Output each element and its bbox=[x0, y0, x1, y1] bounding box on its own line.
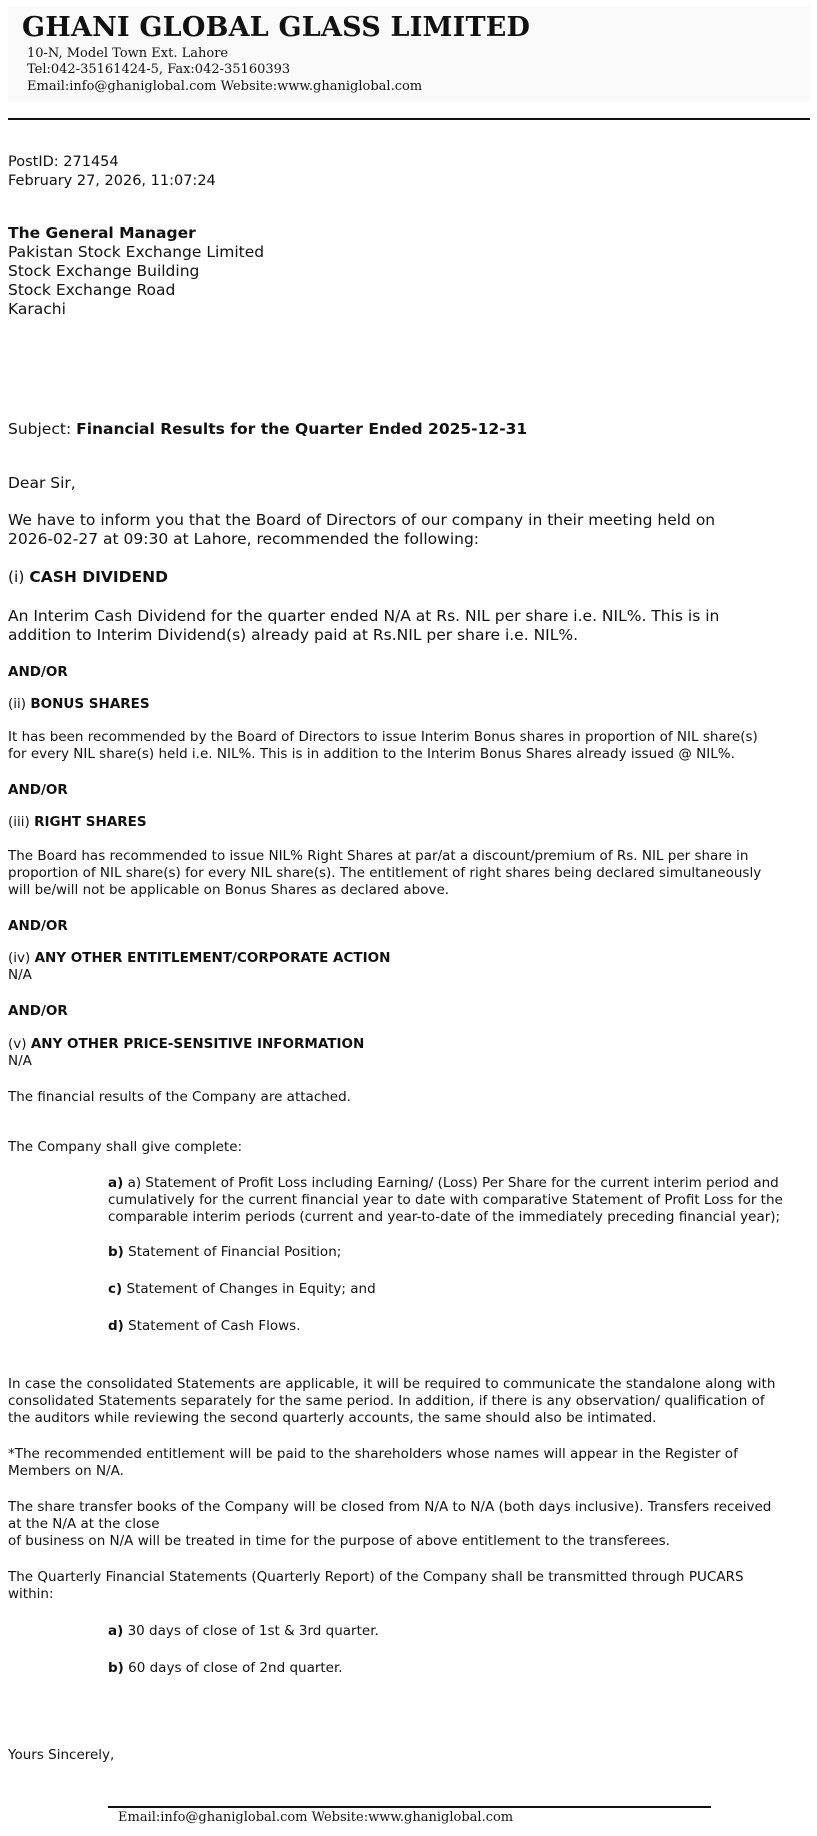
list-text: cumulatively for the current financial year to date with comparative Statement of Profit Loss for the bbox=[108, 1192, 783, 1208]
and-or-label: AND/OR bbox=[8, 1003, 68, 1019]
transfer-books-text: The share transfer books of the Company will be closed from N/A to N/A (both days inclusive). Transfers received bbox=[8, 1499, 772, 1515]
right-shares-text: proportion of NIL share(s) for every NIL share(s). The entitlement of right shares being declared simultaneously bbox=[8, 865, 762, 881]
section-heading: CASH DIVIDEND bbox=[29, 568, 168, 586]
list-text: 60 days of close of 2nd quarter. bbox=[128, 1660, 343, 1676]
consolidated-text: In case the consolidated Statements are applicable, it will be required to communicate the standalone along with bbox=[8, 1376, 776, 1392]
section-number: (i) bbox=[8, 568, 25, 586]
company-give-text: The Company shall give complete: bbox=[8, 1139, 243, 1155]
recipient-line: Stock Exchange Building bbox=[8, 262, 200, 280]
and-or-label: AND/OR bbox=[8, 918, 68, 934]
recipient-title: The General Manager bbox=[8, 224, 196, 242]
closing: Yours Sincerely, bbox=[8, 1747, 115, 1763]
bonus-shares-heading bbox=[8, 696, 150, 713]
pucars-text: The Quarterly Financial Statements (Quarterly Report) of the Company shall be transmitted through PUCARS bbox=[8, 1569, 744, 1585]
list-text: 30 days of close of 1st & 3rd quarter. bbox=[127, 1623, 379, 1639]
intro-line: We have to inform you that the Board of Directors of our company in their meeting held on bbox=[8, 511, 716, 529]
statement-item-b bbox=[108, 1244, 341, 1261]
list-letter: b) bbox=[108, 1660, 124, 1676]
footer-rule bbox=[108, 1806, 711, 1808]
and-or-label: AND/OR bbox=[8, 782, 68, 798]
transfer-books-text: at the N/A at the close bbox=[8, 1516, 160, 1532]
statement-item-d bbox=[108, 1318, 301, 1335]
company-name: GHANI GLOBAL GLASS LIMITED bbox=[22, 12, 531, 43]
other-entitlement-heading bbox=[8, 950, 390, 967]
recipient-line: Karachi bbox=[8, 300, 66, 318]
pucars-text: within: bbox=[8, 1586, 54, 1602]
entitlement-note: *The recommended entitlement will be paid to the shareholders whose names will appear in the Register of bbox=[8, 1446, 738, 1462]
list-letter: b) bbox=[108, 1244, 124, 1260]
statement-item-a bbox=[108, 1175, 783, 1226]
cash-dividend-text: An Interim Cash Dividend for the quarter ended N/A at Rs. NIL per share i.e. NIL%. This is in bbox=[8, 607, 720, 625]
consolidated-text: the auditors while reviewing the second quarterly accounts, the same should also be intimated. bbox=[8, 1410, 657, 1426]
company-phone: Tel:042-35161424-5, Fax:042-35160393 bbox=[27, 62, 291, 77]
salutation: Dear Sir, bbox=[8, 474, 76, 492]
statement-item-c bbox=[108, 1281, 376, 1298]
right-shares-text: will be/will not be applicable on Bonus Shares as declared above. bbox=[8, 882, 450, 898]
deadline-item-a bbox=[108, 1623, 379, 1640]
list-text: Statement of Financial Position; bbox=[128, 1244, 342, 1260]
right-shares-text: The Board has recommended to issue NIL% Right Shares at par/at a discount/premium of Rs. NIL per share in bbox=[8, 848, 749, 864]
consolidated-text: consolidated Statements separately for the same period. In addition, if there is any observation/ qualification of bbox=[8, 1393, 765, 1409]
results-attached-text: The financial results of the Company are attached. bbox=[8, 1089, 351, 1105]
cash-dividend-text: addition to Interim Dividend(s) already paid at Rs.NIL per share i.e. NIL%. bbox=[8, 626, 579, 644]
company-email-website: Email:info@ghaniglobal.com Website:www.ghaniglobal.com bbox=[27, 79, 423, 94]
transfer-books-text: of business on N/A will be treated in time for the purpose of above entitlement to the transferees. bbox=[8, 1533, 670, 1549]
post-datetime: February 27, 2026, 11:07:24 bbox=[8, 173, 216, 189]
list-letter: a) bbox=[108, 1175, 124, 1191]
letterhead-rule bbox=[8, 118, 810, 120]
list-letter: a) bbox=[108, 1623, 124, 1639]
section-number: (iv) bbox=[8, 950, 31, 966]
post-id: PostID: 271454 bbox=[8, 154, 119, 170]
section-heading: RIGHT SHARES bbox=[34, 814, 147, 830]
list-text: Statement of Changes in Equity; and bbox=[126, 1281, 376, 1297]
list-text: comparable interim periods (current and year-to-date of the immediately preceding financial year); bbox=[108, 1209, 781, 1225]
section-number: (iii) bbox=[8, 814, 30, 830]
other-price-heading bbox=[8, 1036, 364, 1053]
entitlement-note: Members on N/A. bbox=[8, 1463, 124, 1479]
list-text: Statement of Cash Flows. bbox=[128, 1318, 301, 1334]
section-number: (v) bbox=[8, 1036, 27, 1052]
list-text: a) Statement of Profit Loss including Earning/ (Loss) Per Share for the current interim period and bbox=[127, 1175, 779, 1191]
deadline-item-b bbox=[108, 1660, 343, 1677]
section-heading: BONUS SHARES bbox=[30, 696, 150, 712]
cash-dividend-heading bbox=[8, 568, 168, 586]
list-letter: c) bbox=[108, 1281, 123, 1297]
bonus-shares-text: It has been recommended by the Board of Directors to issue Interim Bonus shares in proportion of NIL share(s) bbox=[8, 729, 758, 745]
company-address: 10-N, Model Town Ext. Lahore bbox=[27, 46, 229, 61]
intro-line: 2026-02-27 at 09:30 at Lahore, recommended the following: bbox=[8, 530, 480, 548]
other-price-value: N/A bbox=[8, 1053, 32, 1069]
recipient-line: Stock Exchange Road bbox=[8, 281, 176, 299]
section-heading: ANY OTHER ENTITLEMENT/CORPORATE ACTION bbox=[34, 950, 391, 966]
footer-contact: Email:info@ghaniglobal.com Website:www.ghaniglobal.com bbox=[118, 1810, 514, 1825]
and-or-label: AND/OR bbox=[8, 664, 68, 680]
bonus-shares-text: for every NIL share(s) held i.e. NIL%. This is in addition to the Interim Bonus Shares already issued @ NIL%. bbox=[8, 746, 735, 762]
subject-label: Subject: bbox=[8, 420, 72, 438]
subject-line bbox=[8, 420, 527, 438]
section-number: (ii) bbox=[8, 696, 27, 712]
list-letter: d) bbox=[108, 1318, 124, 1334]
recipient-line: Pakistan Stock Exchange Limited bbox=[8, 243, 265, 261]
section-heading: ANY OTHER PRICE-SENSITIVE INFORMATION bbox=[30, 1036, 365, 1052]
subject-text: Financial Results for the Quarter Ended 2025-12-31 bbox=[76, 420, 528, 438]
right-shares-heading bbox=[8, 814, 147, 831]
other-entitlement-value: N/A bbox=[8, 967, 32, 983]
